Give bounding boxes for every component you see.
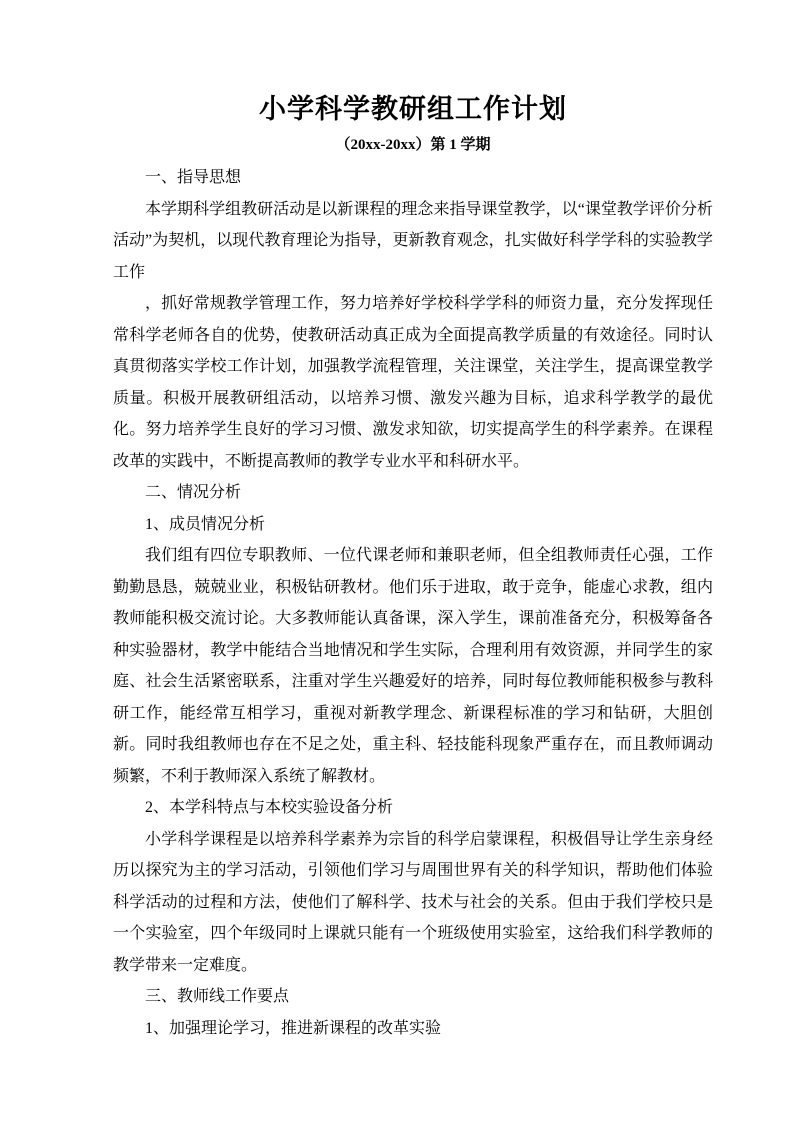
paragraph-member-analysis: 我们组有四位专职教师、一位代课老师和兼职老师，但全组教师责任心强，工作勤勤恳恳，兢兢业业，积极钻研教材。他们乐于进取，敢于竞争，能虚心求教，组内教师能积极交流讨论。大多教师能认真备课，深入学生，课前准备充分，积极筹备各种实验器材，教学中能结合当地情况和学生实际，合理利用有效资源，并同学生的家庭、社会生活紧密联系，注重对学生兴趣爱好的培养，同时每位教师能积极参与教科研工作，能经常互相学习，重视对新教学理念、新课程标准的学习和钻研，大胆创新。同时我组教师也存在不足之处，重主科、轻技能科现象严重存在，而且教师调动频繁，不利于教师深入系统了解教材。 xyxy=(113,547,713,785)
paragraph-guiding-thought-1: 本学期科学组教研活动是以新课程的理念来指导课堂教学，以“课堂教学评价分析活动”为契机，以现代教育理论为指导，更新教育观念，扎实做好科学学科的实验教学工作 xyxy=(113,200,713,281)
section-heading-teacher-work-points: 三、教师线工作要点 xyxy=(145,988,290,1005)
paragraph-guiding-thought-2: ，抓好常规教学管理工作，努力培养好学校科学学科的师资力量，充分发挥现任常科学老师各自的优势，使教研活动真正成为全面提高教学质量的有效途径。同时认真贯彻落实学校工作计划，加强教学流程管理，关注课堂，关注学生，提高课堂教学质量。积极开展教研组活动，以培养习惯、激发兴趣为目标，追求科学教学的最优化。努力培养学生良好的学习习惯、激发求知欲，切实提高学生的科学素养。在课程改革的实践中，不断提高教师的教学专业水平和科研水平。 xyxy=(113,295,713,470)
subheading-subject-equipment-analysis: 2、本学科特点与本校实验设备分析 xyxy=(145,799,394,816)
section-heading-guiding-thought: 一、指导思想 xyxy=(145,169,242,186)
paragraph-subject-equipment-analysis: 小学科学课程是以培养科学素养为宗旨的科学启蒙课程，积极倡导让学生亲身经历以探究为主的学习活动，引领他们学习与周围世界有关的科学知识，帮助他们体验科学活动的过程和方法，使他们了解科学、技术与社会的关系。但由于我们学校只是一个实验室，四个年级同时上课就只能有一个班级使用实验室，这给我们科学教师的教学带来一定难度。 xyxy=(113,830,713,974)
subheading-theory-study: 1、加强理论学习，推进新课程的改革实验 xyxy=(145,1019,442,1037)
document-subtitle: （20xx-20xx）第 1 学期 xyxy=(335,137,491,153)
document-body xyxy=(113,162,713,1044)
subheading-member-analysis: 1、成员情况分析 xyxy=(145,515,266,533)
section-heading-situation-analysis: 二、情况分析 xyxy=(145,484,242,501)
document-title: 小学科学教研组工作计划 xyxy=(259,94,567,124)
document-content xyxy=(113,92,713,1044)
